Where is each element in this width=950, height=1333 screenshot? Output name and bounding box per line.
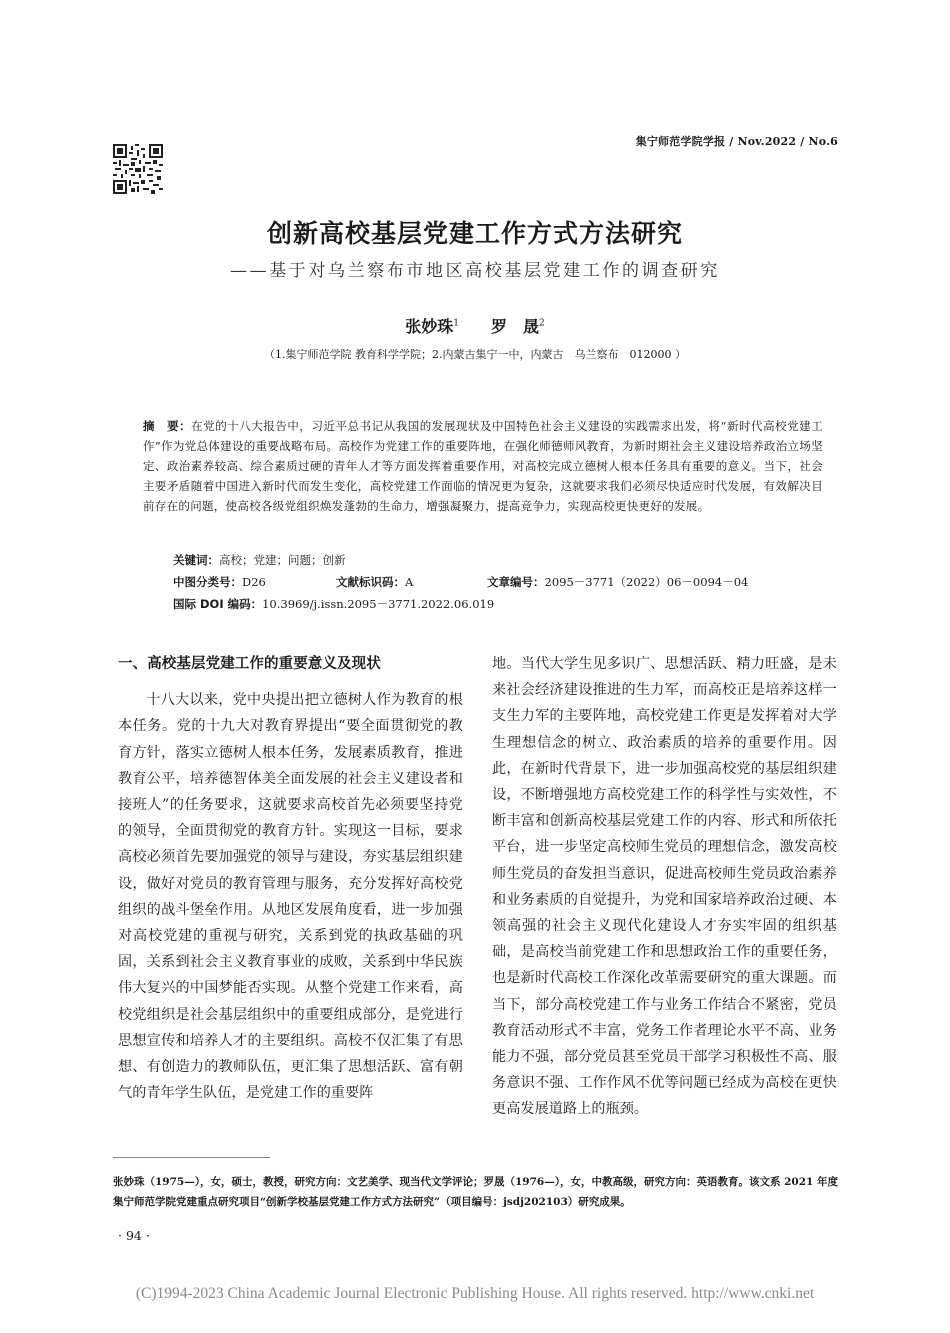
abstract-label: 摘 要： xyxy=(143,419,192,433)
doc-code-label: 文献标识码： xyxy=(336,575,405,589)
doi-row xyxy=(173,596,793,612)
article-number-value: 2095－3771（2022）06－0094－04 xyxy=(544,575,749,589)
page-number: · 94 · xyxy=(118,1228,150,1243)
footnote-divider xyxy=(113,1157,270,1158)
clc-value: D26 xyxy=(242,575,266,589)
body-column-left xyxy=(118,651,463,1106)
keywords-row xyxy=(173,552,793,568)
article-number xyxy=(487,574,748,590)
authors xyxy=(0,314,950,337)
footnote: 张妙珠（1975—），女，硕士，教授，研究方向：文艺美学、现当代文学评论；罗晟（1976—），女，中教高级，研究方向：英语教育。该文系 2021 年度集宁师范学院党建重点研究项目“创新学校基层党建工作方式方法研究”（项目编号：jsdj202103）研究成果。 xyxy=(113,1176,838,1208)
author-2-affil-mark: 2 xyxy=(539,318,545,329)
abstract xyxy=(143,416,823,516)
doi-value: 10.3969/j.issn.2095－3771.2022.06.019 xyxy=(262,597,495,611)
article-number-label: 文章编号： xyxy=(487,575,545,589)
doi-label: 国际 DOI 编码： xyxy=(173,597,263,611)
doc-code xyxy=(336,574,413,590)
abstract-text: 在党的十八大报告中，习近平总书记从我国的发展现状及中国特色社会主义建设的实践需求出发，将“新时代高校党建工作”作为党总体建设的重要战略布局。高校作为党建工作的重要阵地，在强化师德师风教育，为新时期社会主义建设培养政治立场坚定、政治素养较高、综合素质过硬的青年人才等方面发挥着重要作用，对高校完成立德树人根本任务具有重要的意义。当下，社会主要矛盾随着中国进入新时代而发生变化，高校党建工作面临的情况更为复杂，这就要求我们必须尽快适应时代发展，有效解决目前存在的问题，使高校各级党组织焕发蓬勃的生命力，增强凝聚力，提高竞争力，实现高校更快更好的发展。 xyxy=(143,419,823,513)
paper-title: 创新高校基层党建工作方式方法研究 xyxy=(266,219,683,248)
body-paragraph: 十八大以来，党中央提出把立德树人作为教育的根本任务。党的十九大对教育界提出“要全面贯彻党的教育方针，落实立德树人根本任务，发展素质教育，推进教育公平，培养德智体美全面发展的社会主义建设者和接班人”的任务要求，这就要求高校首先必须要坚持党的领导，全面贯彻党的教育方针。实现这一目标，要求高校必须首先要加强党的领导与建设，夯实基层组织建设，做好对党员的教育管理与服务，充分发挥好高校党组织的战斗堡垒作用。从地区发展角度看，进一步加强对高校党建的重视与研究，关系到党的执政基础的巩固，关系到社会主义教育事业的成败，关系到中华民族伟大复兴的中国梦能否实现。从整个党建工作来看，高校党组织是社会基层组织中的重要组成部分，是党进行思想宣传和培养人才的主要组织。高校不仅汇集了有思想、有创造力的教师队伍，更汇集了思想活跃、富有朝气的青年学生队伍，是党建工作的重要阵 xyxy=(118,692,463,1102)
clc-label: 中图分类号： xyxy=(173,575,242,589)
author-2: 罗 晟 xyxy=(491,317,540,336)
qr-code-icon xyxy=(113,144,163,194)
keywords-label: 关键词： xyxy=(173,553,219,567)
affiliation: （1.集宁师范学院 教育科学学院；2.内蒙古集宁一中，内蒙古 乌兰察布 012000 ） xyxy=(264,348,686,361)
doc-code-value: A xyxy=(405,575,414,589)
author-1-affil-mark: 1 xyxy=(453,318,459,329)
body-column-right xyxy=(492,651,837,1123)
keywords-value: 高校；党建；问题；创新 xyxy=(219,553,346,567)
author-1: 张妙珠 xyxy=(405,317,454,336)
clc-code xyxy=(173,574,266,590)
section-heading: 一、高校基层党建工作的重要意义及现状 xyxy=(118,656,381,672)
paper-subtitle: ——基于对乌兰察布市地区高校基层党建工作的调查研究 xyxy=(230,261,720,281)
body-paragraph-continued: 地。当代大学生见多识广、思想活跃、精力旺盛，是未来社会经济建设推进的生力军，而高校正是培养这样一支生力军的主要阵地，高校党建工作更是发挥着对大学生理想信念的树立、政治素质的培养的重要作用。因此，在新时代背景下，进一步加强高校党的基层组织建设，不断增强地方高校党建工作的科学性与实效性，不断丰富和创新高校基层党建工作的内容、形式和所依托平台，进一步坚定高校师生党员的理想信念，激发高校师生党员的奋发担当意识，促进高校师生党员政治素养和业务素质的自觉提升，为党和国家培养政治过硬、本领高强的社会主义现代化建设人才夯实牢固的组织基础，是高校当前党建工作和思想政治工作的重要任务，也是新时代高校工作深化改革需要研究的重大课题。而当下，部分高校党建工作与业务工作结合不紧密，党员教育活动形式不丰富，党务工作者理论水平不高、业务能力不强，部分党员甚至党员干部学习积极性不高、服务意识不强、工作作风不优等问题已经成为高校在更快更高发展道路上的瓶颈。 xyxy=(492,656,837,1118)
journal-header: 集宁师范学院学报 / Nov.2022 / No.6 xyxy=(635,135,838,148)
copyright-watermark: (C)1994-2023 China Academic Journal Electronic Publishing House. All rights reserved. http://www.cnki.net xyxy=(135,1285,815,1302)
